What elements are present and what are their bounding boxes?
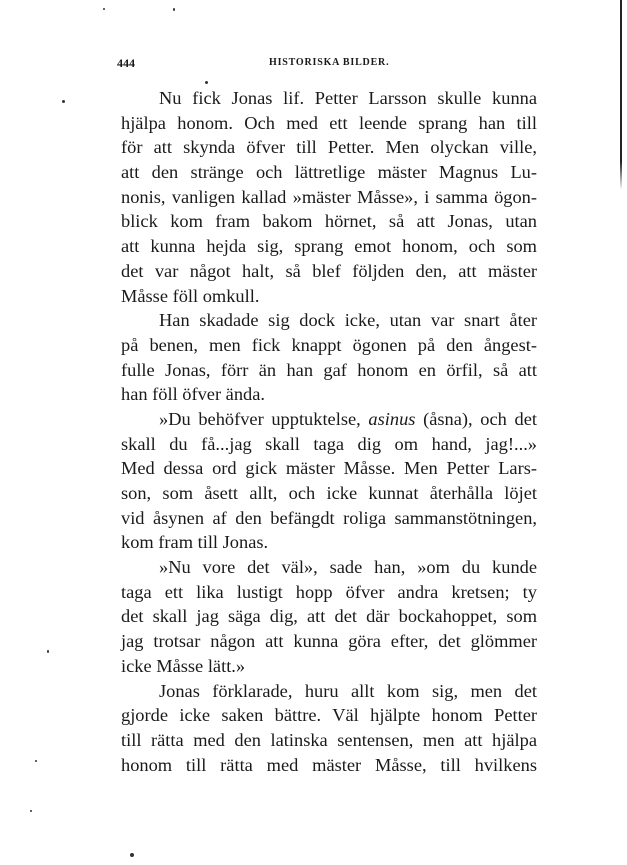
paragraph (121, 407, 537, 555)
text-line: blick kom fram bakom hörnet, så att Jonas, utan (121, 211, 537, 232)
text-line: »Nu vore det väl», sade han, »om du kunde (159, 557, 537, 578)
text-line: Han skadade sig dock icke, utan var snart åter (159, 310, 537, 331)
ink-speck (47, 650, 49, 653)
text-line: Med dessa ord gick mäster Måsse. Men Petter Lars- (121, 458, 537, 479)
text-line: vid åsynen af den befängdt roliga sammanstötningen, (121, 507, 537, 528)
text-line: att den stränge och lättretlige mäster Magnus Lu- (121, 162, 537, 183)
page-number: 444 (117, 56, 135, 70)
text-line: gjorde icke saken bättre. Väl hjälpte honom Petter (121, 705, 537, 726)
text-line: han föll öfver ända. (121, 384, 266, 405)
text-line: för att skynda öfver till Petter. Men olyckan ville, (121, 137, 537, 158)
text-line: på benen, men fick knappt ögonen på den ångest- (121, 334, 537, 355)
text-line: hjälpa honom. Och med ett leende sprang han till (121, 112, 537, 133)
text-line: det skall jag säga dig, att det där bockahoppet, som (121, 606, 537, 627)
text-line: honom till rätta med mäster Måsse, till hvilkens (121, 754, 537, 775)
ink-speck (130, 853, 134, 857)
text-line: kom fram till Jonas. (121, 532, 269, 553)
text-line: att kunna hejda sig, sprang emot honom, och som (121, 236, 537, 257)
text-line: Jonas förklarade, huru allt kom sig, men det (159, 680, 537, 701)
ink-speck (103, 8, 105, 10)
text-line: son, som åsett allt, och icke kunnat återhålla löjet (121, 483, 537, 503)
paragraph (121, 555, 537, 678)
ink-speck (35, 760, 37, 762)
page-edge-shadow (620, 0, 622, 190)
text-line: jag trotsar någon att kunna göra efter, det glömmer (121, 631, 537, 652)
paragraph (121, 679, 537, 778)
ink-speck (62, 100, 65, 103)
paragraph (121, 86, 537, 308)
body-text (121, 86, 537, 777)
text-line: taga ett lika lustigt hopp öfver andra kretsen; ty (121, 581, 537, 602)
ink-speck (30, 810, 32, 812)
text-line: icke Måsse lätt.» (121, 655, 246, 676)
text-line: nonis, vanligen kallad »mäster Måsse», i samma ögon- (121, 186, 537, 207)
running-head: HISTORISKA BILDER. (269, 57, 390, 68)
text-line: till rätta med den latinska sentensen, men att hjälpa (121, 729, 537, 750)
ink-speck (205, 81, 208, 84)
paragraph (121, 308, 537, 407)
text-line: »Du behöfver upptuktelse, asinus (åsna), och det (159, 408, 537, 429)
text-line: det var något halt, så blef följden den, att mäster (121, 260, 537, 281)
text-line: Nu fick Jonas lif. Petter Larsson skulle kunna (159, 88, 537, 108)
text-line: fulle Jonas, förr än han gaf honom en örfil, så att (121, 359, 537, 380)
ink-speck (173, 8, 175, 11)
text-line: Måsse föll omkull. (121, 285, 260, 306)
page-header (117, 56, 537, 74)
text-line: skall du få...jag skall taga dig om hand, jag!...» (121, 433, 537, 454)
